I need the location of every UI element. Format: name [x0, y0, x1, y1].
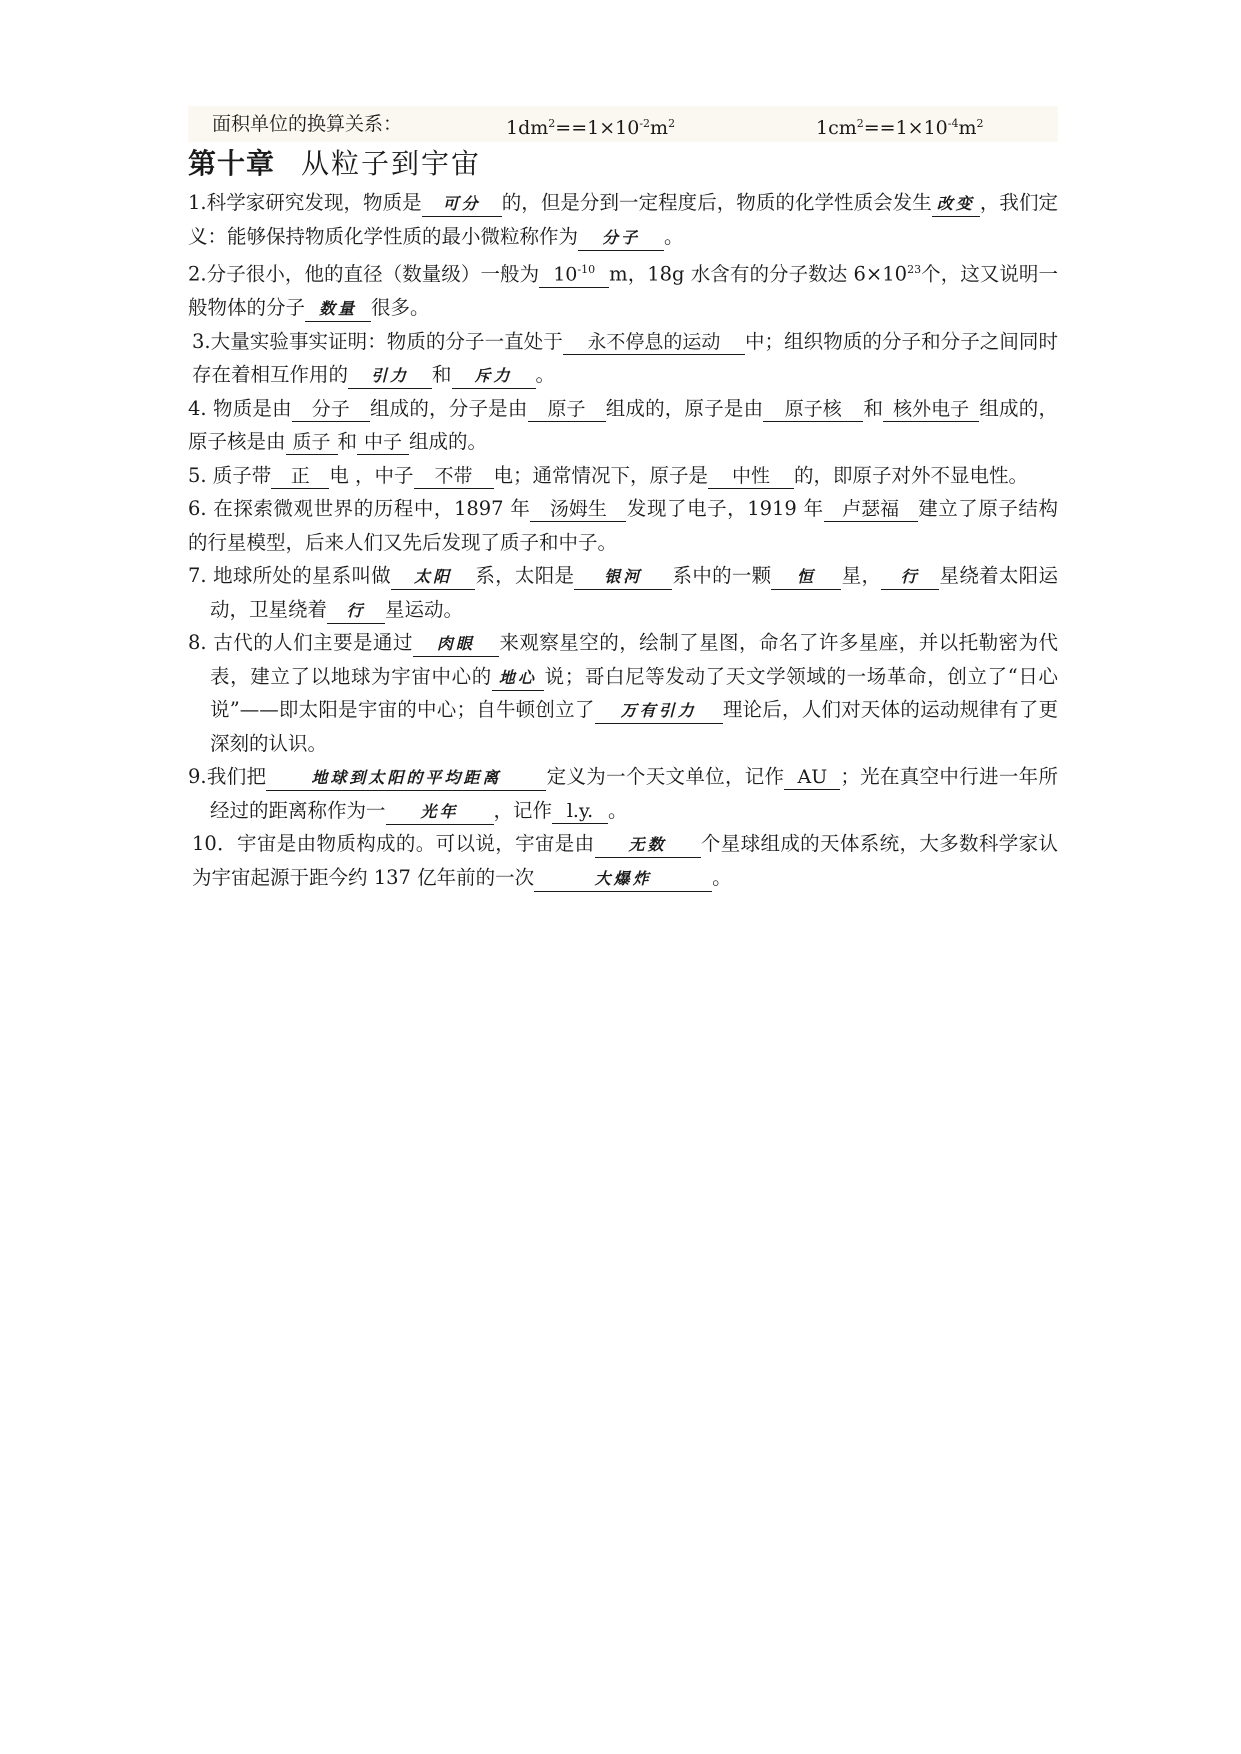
area-unit-conversion-row [188, 106, 1058, 142]
document-page [188, 106, 1058, 894]
answer-blank: 恒 [771, 565, 841, 590]
answer-blank: 卢瑟福 [824, 497, 918, 522]
question-text: 来观察星空的，绘制了星图，命名了许多星座，并以托勒密为代表，建立了以地球为宇宙中心的 [210, 631, 1058, 688]
question-text: 6. 在探索微观世界的历程中，1897 年 [188, 497, 531, 520]
answer-blank: 光年 [386, 800, 494, 825]
answer-blank: 正 [271, 464, 329, 489]
answer-blank: 行 [327, 599, 385, 624]
formula-text: m [958, 117, 977, 139]
question-2 [188, 253, 1058, 325]
question-text: 建立了原子结构的行星模型，后来人们又先后发现了质子和中子。 [188, 497, 1058, 554]
chapter-number: 第十章 [188, 147, 276, 180]
answer-blank: 原子 [528, 397, 606, 422]
formula-text: ==1×10 [555, 117, 640, 139]
answer-blank: 中子 [357, 430, 409, 455]
question-text: 星， [841, 564, 882, 587]
question-text: 个，这又说明一般物体的分子 [188, 262, 1058, 319]
question-text: 系中的一颗 [672, 564, 772, 587]
answer-blank: 汤姆生 [530, 497, 626, 522]
question-text: 电；通常情况下，原子是 [493, 463, 709, 487]
answer-blank: 大爆炸 [534, 867, 712, 892]
answer-blank: 原子核 [763, 397, 863, 422]
question-text: 组成的，分子是由 [369, 396, 528, 420]
answer-blank: 银河 [574, 565, 672, 590]
formula-sup: -2 [639, 117, 651, 130]
question-text: 个星球组成的天体系统，大多数科学家认为宇宙起源于距今约 137 亿年前的一次 [192, 832, 1058, 889]
answer-blank: 中性 [708, 464, 794, 489]
question-text: 4. 物质是由 [188, 396, 292, 420]
answer-blank: 肉眼 [413, 632, 499, 657]
question-9 [188, 760, 1058, 827]
answer-blank: 行 [881, 565, 939, 590]
conversion-formula-cm [816, 106, 984, 146]
question-text: 3.大量实验事实证明：物质的分子一直处于 [192, 329, 563, 353]
question-4 [188, 392, 1058, 459]
conversion-label: 面积单位的换算关系： [212, 113, 403, 135]
answer-blank: 斥力 [452, 364, 536, 389]
question-text: 9.我们把 [188, 765, 267, 788]
question-text: 组成的，原子是由 [605, 396, 764, 420]
question-text: 和 [337, 430, 358, 453]
answer-blank: 万有引力 [595, 699, 723, 724]
question-text: m，18g 水含有的分子数达 6×10 [609, 262, 908, 286]
question-text: 说；哥白尼等发动了天文学领域的一场革命，创立了“日心说”——即太阳是宇宙的中心；自牛顿创立了 [210, 664, 1058, 721]
formula-sup: 2 [548, 117, 556, 130]
formula-sup: 2 [668, 117, 676, 130]
question-text: 星绕着太阳运动，卫星绕着 [210, 564, 1058, 621]
answer-blank: 地球到太阳的平均距离 [266, 766, 546, 791]
exponent: 23 [907, 263, 922, 276]
question-text: ，记作 [493, 798, 553, 822]
answer-blank: 可分 [422, 192, 502, 217]
question-text: 理论后，人们对天体的运动规律有了更深刻的认识。 [210, 698, 1058, 755]
formula-text: 1cm [816, 117, 857, 139]
formula-text: 1dm [506, 117, 549, 139]
answer-blank: AU [784, 765, 840, 790]
question-text: ；光在真空中行进一年所经过的距离称作为一 [210, 765, 1058, 822]
formula-text: ==1×10 [863, 117, 948, 139]
question-text: 1.科学家研究发现，物质是 [188, 191, 422, 214]
question-text: 2.分子很小，他的直径（数量级）一般为 [188, 262, 540, 286]
question-10 [188, 827, 1058, 894]
question-text: 组成的。 [409, 430, 488, 453]
question-text: 。 [712, 865, 732, 889]
question-text: 7. 地球所处的星系叫做 [188, 564, 392, 587]
answer-blank: 分子 [578, 226, 664, 251]
conversion-formula-dm [506, 106, 675, 146]
formula-sup: -4 [947, 117, 959, 130]
answer-blank: 质子 [286, 430, 338, 455]
question-6 [188, 492, 1058, 559]
question-text: 中；组织物质的分子和分子之间同时存在着相互作用的 [192, 329, 1058, 386]
answer-blank: 太阳 [391, 565, 475, 590]
answer-blank: 不带 [414, 464, 494, 489]
question-text: 发现了电子，1919 年 [626, 497, 824, 520]
answer-blank: 数量 [305, 297, 371, 322]
question-text: 星运动。 [385, 597, 464, 621]
answer-blank: 改变 [932, 192, 980, 217]
question-text: 的，但是分到一定程度后，物质的化学性质会发生 [501, 191, 932, 214]
question-text: 电 ，中子 [329, 463, 414, 487]
question-1 [188, 186, 1058, 253]
answer-blank: 地心 [492, 666, 544, 691]
question-8 [188, 626, 1058, 760]
question-text: 8. 古代的人们主要是通过 [188, 631, 413, 654]
answer-blank: 分子 [292, 397, 370, 422]
chapter-title: 从粒子到宇宙 [301, 147, 482, 180]
question-text: 。 [535, 363, 556, 386]
question-5 [188, 459, 1058, 493]
answer-blank: l.y. [552, 799, 608, 824]
answer-blank: 引力 [348, 364, 432, 389]
question-text: 和 [863, 396, 884, 420]
answer-blank: 核外电子 [883, 397, 979, 422]
question-text: 很多。 [371, 296, 430, 319]
chapter-heading [188, 144, 1058, 184]
question-text: ，我们定义：能够保持物质化学性质的最小微粒称作为 [188, 191, 1058, 248]
formula-sup: 2 [976, 117, 984, 130]
question-text: 5. 质子带 [188, 463, 272, 487]
question-text: 。 [664, 224, 684, 248]
question-7 [188, 559, 1058, 626]
question-text: 。 [608, 798, 628, 822]
answer-blank: 永不停息的运动 [563, 330, 745, 355]
answer-base: 10 [553, 263, 578, 286]
question-text: 组成的，原子核是由 [188, 396, 1058, 453]
answer-blank: 无数 [595, 833, 701, 858]
formula-sup: 2 [856, 117, 864, 130]
question-text: 系，太阳是 [475, 564, 575, 587]
question-text: 的，即原子对外不显电性。 [794, 463, 1029, 487]
answer-blank [539, 258, 609, 287]
question-text: 和 [432, 363, 452, 386]
question-text: 10．宇宙是由物质构成的。可以说，宇宙是由 [192, 832, 595, 855]
question-3 [188, 325, 1058, 392]
formula-text: m [650, 117, 669, 139]
answer-sup: -10 [577, 263, 596, 277]
question-text: 定义为一个天文单位，记作 [546, 765, 785, 788]
